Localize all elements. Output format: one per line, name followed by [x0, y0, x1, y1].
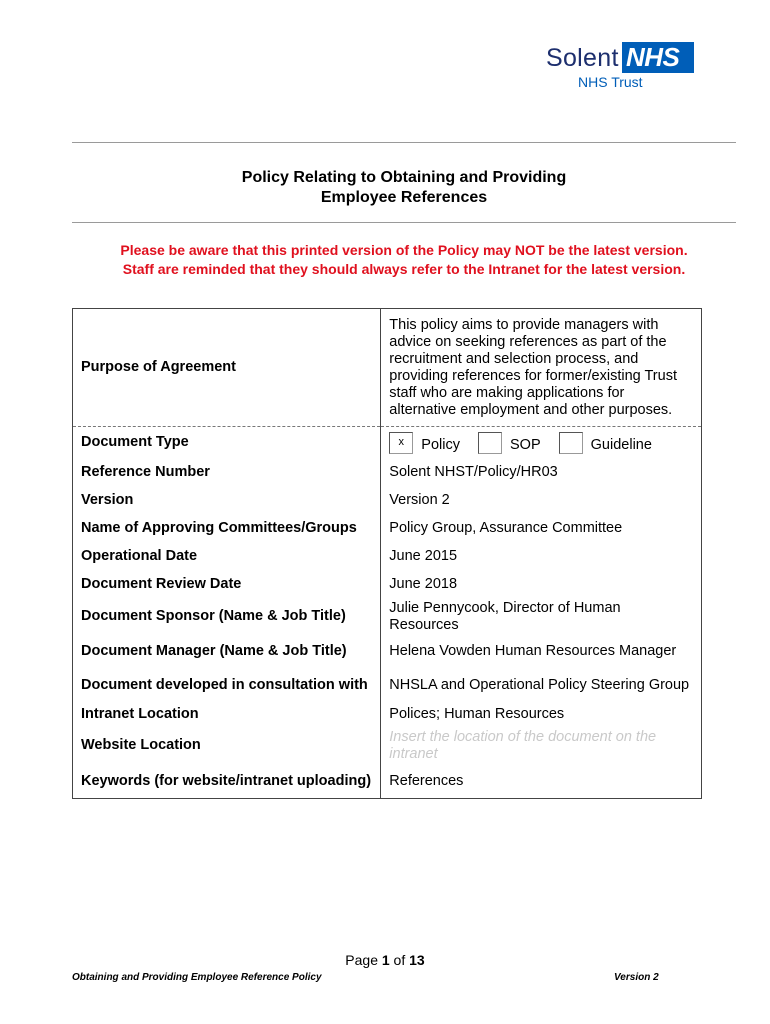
- table-row-keywords: [73, 765, 702, 799]
- guideline-checkbox[interactable]: [559, 432, 583, 454]
- reference-number-value: Solent NHST/Policy/HR03: [381, 459, 702, 487]
- table-row-purpose: [73, 309, 702, 427]
- version-value: Version 2: [381, 487, 702, 515]
- approving-committees-label: Name of Approving Committees/Groups: [73, 515, 381, 543]
- header-divider: [72, 142, 736, 143]
- review-date-label: Document Review Date: [73, 571, 381, 599]
- intranet-location-label: Intranet Location: [73, 703, 381, 727]
- sponsor-value: Julie Pennycook, Director of Human Resources: [381, 599, 702, 635]
- page-total: 13: [409, 952, 425, 968]
- warning-line-1: Please be aware that this printed version of the Policy may NOT be the latest version.: [120, 242, 688, 258]
- manager-label: Document Manager (Name & Job Title): [73, 635, 381, 669]
- review-date-value: June 2018: [381, 571, 702, 599]
- table-row-reference-number: [73, 459, 702, 487]
- table-row-manager: [73, 635, 702, 669]
- nhs-badge-text: NHS: [626, 42, 680, 72]
- manager-value: Helena Vowden Human Resources Manager: [381, 635, 702, 669]
- footer-version: Version 2: [614, 972, 659, 983]
- policy-checkbox[interactable]: x: [389, 432, 413, 454]
- document-title-line-1: Policy Relating to Obtaining and Providing: [241, 169, 567, 186]
- footer-document-name: Obtaining and Providing Employee Reference Policy: [72, 972, 322, 983]
- table-row-review-date: [73, 571, 702, 599]
- document-type-options: [381, 427, 702, 459]
- policy-option-label: Policy: [421, 436, 460, 453]
- warning-line-2: Staff are reminded that they should always refer to the Intranet for the latest version.: [122, 261, 686, 277]
- table-row-website-location: [73, 727, 702, 765]
- solent-nhs-logo: [534, 40, 714, 96]
- keywords-label: Keywords (for website/intranet uploading): [73, 765, 381, 799]
- guideline-option-label: Guideline: [590, 436, 652, 453]
- document-type-label: Document Type: [73, 427, 381, 459]
- reference-number-label: Reference Number: [73, 459, 381, 487]
- page-number: [0, 952, 770, 968]
- document-details-table: [72, 308, 702, 799]
- page-of: of: [389, 952, 410, 968]
- website-location-placeholder[interactable]: Insert the location of the document on the intranet: [381, 727, 702, 765]
- table-row-approving-committees: [73, 515, 702, 543]
- operational-date-value: June 2015: [381, 543, 702, 571]
- sponsor-label: Document Sponsor (Name & Job Title): [73, 599, 381, 635]
- approving-committees-value: Policy Group, Assurance Committee: [381, 515, 702, 543]
- table-row-sponsor: [73, 599, 702, 635]
- sop-option-label: SOP: [510, 436, 541, 453]
- table-row-consultation: [73, 669, 702, 703]
- table-row-operational-date: [73, 543, 702, 571]
- logo-solent-text: Solent: [546, 44, 619, 72]
- website-location-label: Website Location: [73, 727, 381, 765]
- operational-date-label: Operational Date: [73, 543, 381, 571]
- consultation-label: Document developed in consultation with: [73, 669, 381, 703]
- table-row-document-type: [73, 427, 702, 459]
- version-label: Version: [73, 487, 381, 515]
- page-current: 1: [381, 952, 390, 968]
- document-title-line-2: Employee References: [320, 189, 488, 206]
- keywords-value: References: [381, 765, 702, 799]
- purpose-label: Purpose of Agreement: [73, 309, 381, 427]
- consultation-value: NHSLA and Operational Policy Steering Group: [381, 669, 702, 703]
- logo-trust-text: NHS Trust: [578, 74, 643, 90]
- title-divider: [72, 222, 736, 223]
- table-row-intranet-location: [73, 703, 702, 727]
- sop-checkbox[interactable]: [478, 432, 502, 454]
- page-prefix: Page: [345, 952, 382, 968]
- nhs-badge: [622, 42, 694, 73]
- purpose-value: This policy aims to provide managers with advice on seeking references as part of the recruitment and selection process, and providing references for former/existing Trust staff who are making applications for alternative employment and other purposes.: [381, 309, 702, 427]
- table-row-version: [73, 487, 702, 515]
- intranet-location-value: Polices; Human Resources: [381, 703, 702, 727]
